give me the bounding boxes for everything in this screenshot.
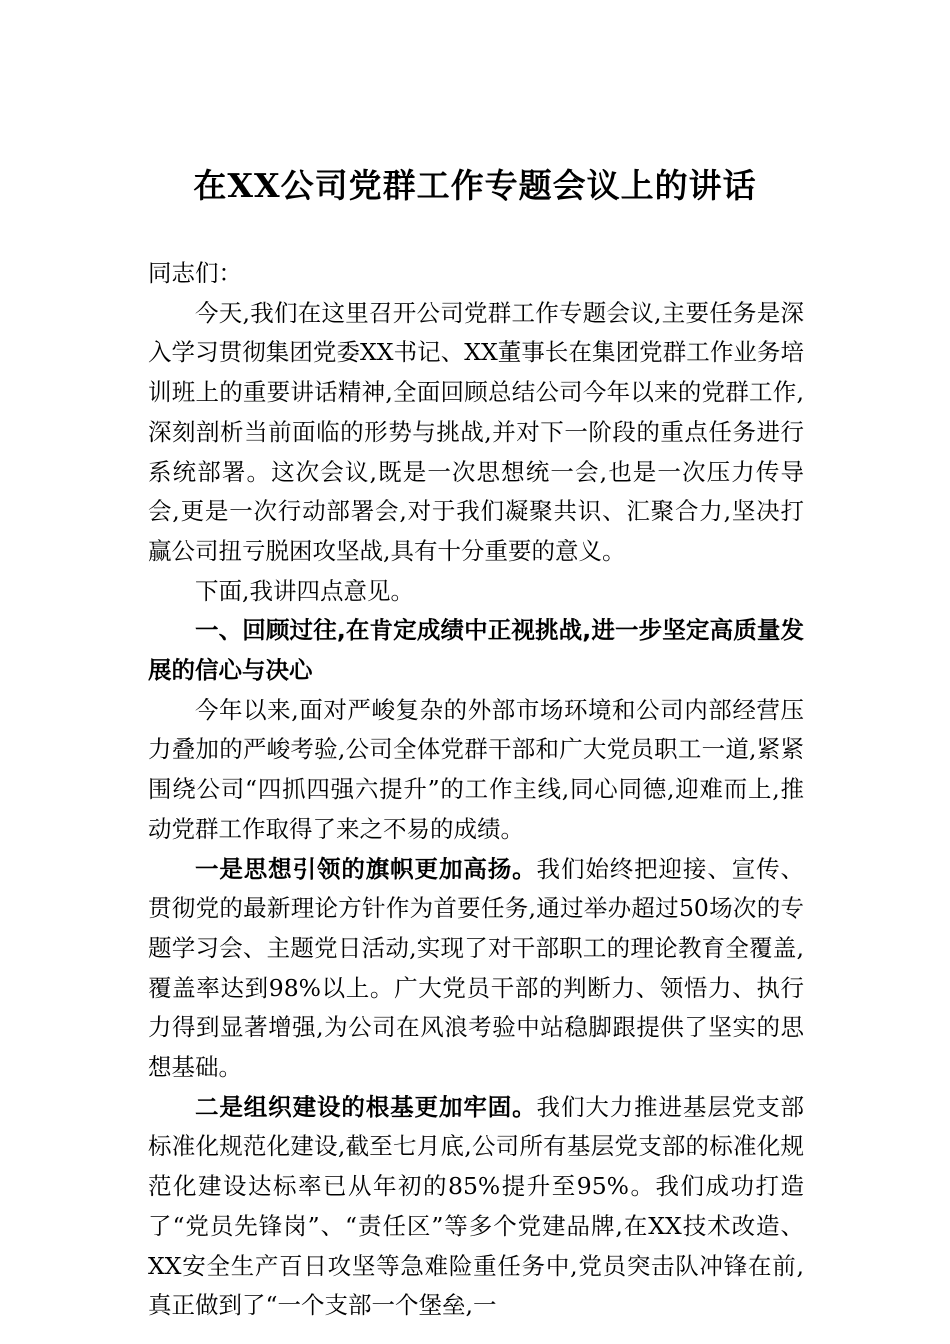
point-lead-2: 二是组织建设的根基更加牢固。 xyxy=(195,1092,537,1121)
document-title: 在XX公司党群工作专题会议上的讲话 xyxy=(193,166,757,205)
document-body xyxy=(148,254,804,1326)
section-intro: 今年以来,面对严峻复杂的外部市场环境和公司内部经营压力叠加的严峻考验,公司全体党群干部和广大党员职工一道,紧紧围绕公司“四抓四强六提升”的工作主线,同心同德,迎难而上,推动党群工作取得了来之不易的成绩。 xyxy=(148,695,804,843)
paragraph-opening: 今天,我们在这里召开公司党群工作专题会议,主要任务是深入学习贯彻集团党委XX书记、XX董事长在集团党群工作业务培训班上的重要讲话精神,全面回顾总结公司今年以来的党群工作,深刻剖析当前面临的形势与挑战,并对下一阶段的重点任务进行系统部署。这次会议,既是一次思想统一会,也是一次压力传导会,更是一次行动部署会,对于我们凝聚共识、汇聚合力,坚决打赢公司扭亏脱困攻坚战,具有十分重要的意义。 xyxy=(148,298,804,565)
point-text-2: 我们大力推进基层党支部标准化规范化建设,截至七月底,公司所有基层党支部的标准化规范化建设达标率已从年初的85%提升至95%。我们成功打造了“党员先锋岗”、“责任区”等多个党建品牌,在XX技术改造、XX安全生产百日攻坚等急难险重任务中,党员突击队冲锋在前,真正做到了“一个支部一个堡垒,一 xyxy=(148,1092,805,1320)
section-heading: 一、回顾过往,在肯定成绩中正视挑战,进一步坚定高质量发展的信心与决心 xyxy=(148,616,804,685)
point-lead-1: 一是思想引领的旗帜更加高扬。 xyxy=(195,854,537,883)
salutation: 同志们： xyxy=(148,259,242,287)
point-text-1: 我们始终把迎接、宣传、贯彻党的最新理论方针作为首要任务,通过举办超过50场次的专题学习会、主题党日活动,实现了对干部职工的理论教育全覆盖,覆盖率达到98%以上。广大党员干部的判断力、领悟力、执行力得到显著增强,为公司在风浪考验中站稳脚跟提供了坚实的思想基础。 xyxy=(148,854,805,1082)
point-paragraph-2 xyxy=(148,1088,804,1326)
paragraph-transition: 下面,我讲四点意见。 xyxy=(195,576,414,605)
point-paragraph-1 xyxy=(148,850,804,1088)
